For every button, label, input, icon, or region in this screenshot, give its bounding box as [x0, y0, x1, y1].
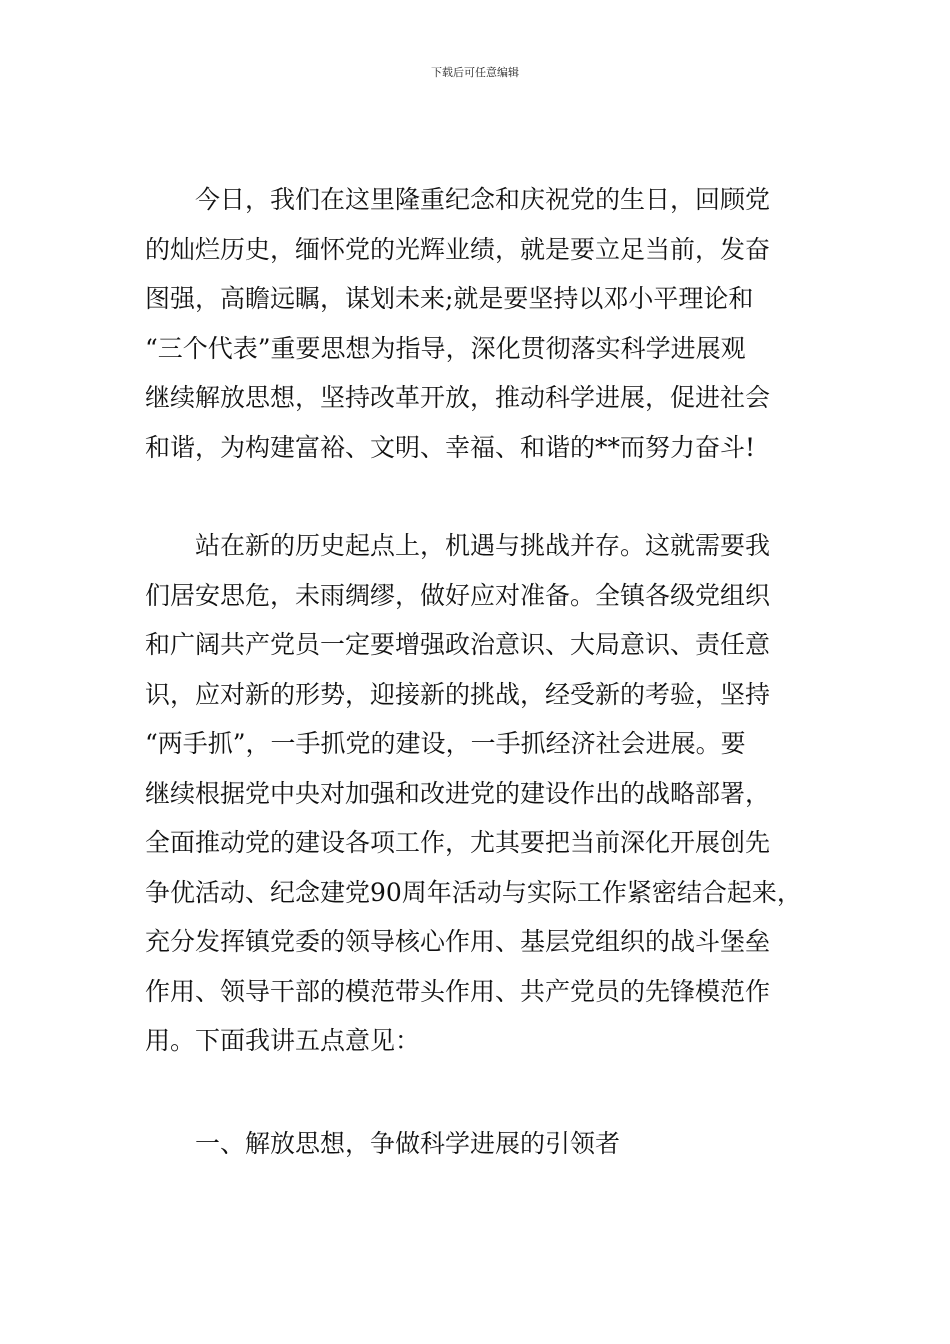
paragraph-1: [145, 175, 770, 472]
paragraph-line: 今日，我们在这里隆重纪念和庆祝党的生日，回顾党: [145, 185, 771, 214]
paragraph-line: 识，应对新的形势，迎接新的挑战，经受新的考验，坚持: [145, 679, 771, 709]
paragraph-line: 和广阔共产党员一定要增强政治意识、大局意识、责任意: [145, 630, 771, 659]
paragraph-line: 用。下面我讲五点意见：: [145, 1026, 421, 1055]
paragraph-line: 图强，高瞻远瞩，谋划未来;就是要坚持以邓小平理论和: [145, 284, 754, 313]
paragraph-line: 继续根据党中央对加强和改进党的建设作出的战略部署，: [145, 778, 771, 808]
paragraph-2: [145, 521, 802, 1066]
paragraph-line: 和谐，为构建富裕、文明、幸福、和谐的**而努力奋斗!: [145, 432, 756, 462]
paragraph-line: 们居安思危，未雨绸缪，做好应对准备。全镇各级党组织: [145, 580, 771, 610]
paragraph-line: “两手抓”，一手抓党的建设，一手抓经济社会进展。要: [145, 729, 746, 758]
section-heading: 一、解放思想，争做科学进展的引领者: [195, 1129, 621, 1158]
paragraph-line: 全面推动党的建设各项工作，尤其要把当前深化开展创先: [145, 828, 771, 857]
paragraph-line: 站在新的历史起点上，机遇与挑战并存。这就需要我: [145, 531, 771, 560]
paragraph-line: 的灿烂历史，缅怀党的光辉业绩，就是要立足当前，发奋: [145, 234, 771, 264]
paragraph-line: 充分发挥镇党委的领导核心作用、基层党组织的战斗堡垒: [145, 927, 771, 956]
paragraph-line: “三个代表”重要思想为指导，深化贯彻落实科学进展观: [145, 333, 746, 363]
paragraph-line: 争优活动、纪念建党90周年活动与实际工作紧密结合起来，: [145, 877, 802, 907]
paragraph-line: 继续解放思想，坚持改革开放，推动科学进展，促进社会: [145, 383, 771, 412]
page-header: 下载后可任意编辑: [431, 66, 519, 79]
paragraph-line: 作用、领导干部的模范带头作用、共产党员的先锋模范作: [145, 976, 771, 1006]
